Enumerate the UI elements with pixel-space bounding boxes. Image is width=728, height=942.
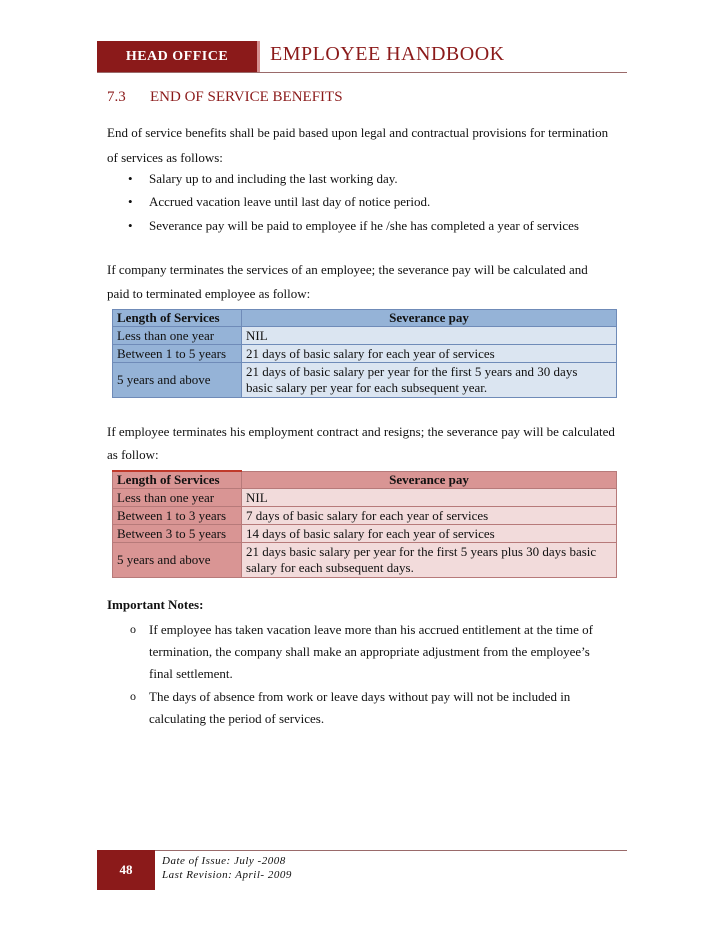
bullet-item: Accrued vacation leave until last day of notice period.	[149, 194, 431, 209]
intro-line-2: of services as follows:	[107, 150, 223, 165]
notes-title: Important Notes:	[107, 597, 204, 612]
table-row	[113, 525, 617, 543]
circle-bullet-icon: o	[130, 622, 136, 636]
table-header-length: Length of Services	[113, 471, 242, 489]
table-cell-length: Between 1 to 5 years	[113, 345, 242, 363]
table-header-pay: Severance pay	[242, 471, 617, 489]
table-cell-length: 5 years and above	[113, 363, 242, 398]
footer-divider	[97, 850, 627, 851]
bullet-icon: •	[128, 171, 133, 186]
table-cell-pay-line: 21 days of basic salary per year for the first 5 years and 30 days	[246, 364, 578, 379]
intro-line-1: End of service benefits shall be paid based upon legal and contractual provisions for termination	[107, 125, 609, 140]
severance-table-resignation	[112, 470, 617, 578]
bullet-icon: •	[128, 194, 133, 209]
note-item-1-line-3: final settlement.	[149, 666, 233, 681]
footer-date-of-issue: Date of Issue: July -2008	[162, 855, 286, 867]
header-office-label: HEAD OFFICE	[97, 41, 260, 73]
header-divider	[97, 72, 627, 73]
employee-resigns-line-1: If employee terminates his employment contract and resigns; the severance pay will be calculated	[107, 424, 615, 439]
table-cell-length: Between 1 to 3 years	[113, 507, 242, 525]
section-title: END OF SERVICE BENEFITS	[150, 89, 343, 105]
footer-last-revision: Last Revision: April- 2009	[162, 869, 292, 881]
header-title: EMPLOYEE HANDBOOK	[270, 43, 505, 65]
employee-resigns-line-2: as follow:	[107, 447, 159, 462]
section-number: 7.3	[107, 89, 126, 105]
note-item-1-line-2: termination, the company shall make an appropriate adjustment from the employee’s	[149, 644, 590, 659]
table-cell-pay: 14 days of basic salary for each year of services	[242, 525, 617, 543]
table-cell-pay: NIL	[242, 327, 617, 345]
severance-table-company	[112, 309, 617, 398]
bullet-item: Severance pay will be paid to employee if he /she has completed a year of services	[149, 218, 579, 233]
table-header-row	[113, 471, 617, 489]
table-row	[113, 327, 617, 345]
note-item-2-line-1: The days of absence from work or leave days without pay will not be included in	[149, 689, 571, 704]
note-item-1-line-1: If employee has taken vacation leave more than his accrued entitlement at the time of	[149, 622, 593, 637]
table-row	[113, 543, 617, 578]
table-row	[113, 363, 617, 398]
circle-bullet-icon: o	[130, 689, 136, 703]
table-row	[113, 507, 617, 525]
table-cell-pay-line: 21 days basic salary per year for the first 5 years plus 30 days basic	[246, 544, 597, 559]
table-cell-pay: 7 days of basic salary for each year of services	[242, 507, 617, 525]
table-cell-pay-line: salary for each subsequent days.	[246, 560, 414, 575]
table-header-pay: Severance pay	[242, 310, 617, 327]
table-cell-length: 5 years and above	[113, 543, 242, 578]
table-cell-pay	[242, 363, 617, 398]
bullet-item: Salary up to and including the last working day.	[149, 171, 398, 186]
note-item-2-line-2: calculating the period of services.	[149, 711, 325, 726]
table-cell-pay-line: basic salary per year for each subsequent year.	[246, 380, 488, 395]
company-terminates-line-2: paid to terminated employee as follow:	[107, 286, 311, 301]
table-cell-pay: NIL	[242, 489, 617, 507]
page-number: 48	[97, 850, 155, 890]
table-header-length: Length of Services	[113, 310, 242, 327]
table-cell-length: Less than one year	[113, 489, 242, 507]
table-header-row	[113, 310, 617, 327]
table-cell-pay	[242, 543, 617, 578]
table-cell-length: Between 3 to 5 years	[113, 525, 242, 543]
table-row	[113, 489, 617, 507]
bullet-icon: •	[128, 218, 133, 233]
table-row	[113, 345, 617, 363]
table-cell-pay: 21 days of basic salary for each year of services	[242, 345, 617, 363]
table-cell-length: Less than one year	[113, 327, 242, 345]
company-terminates-line-1: If company terminates the services of an employee; the severance pay will be calculated and	[107, 262, 588, 277]
